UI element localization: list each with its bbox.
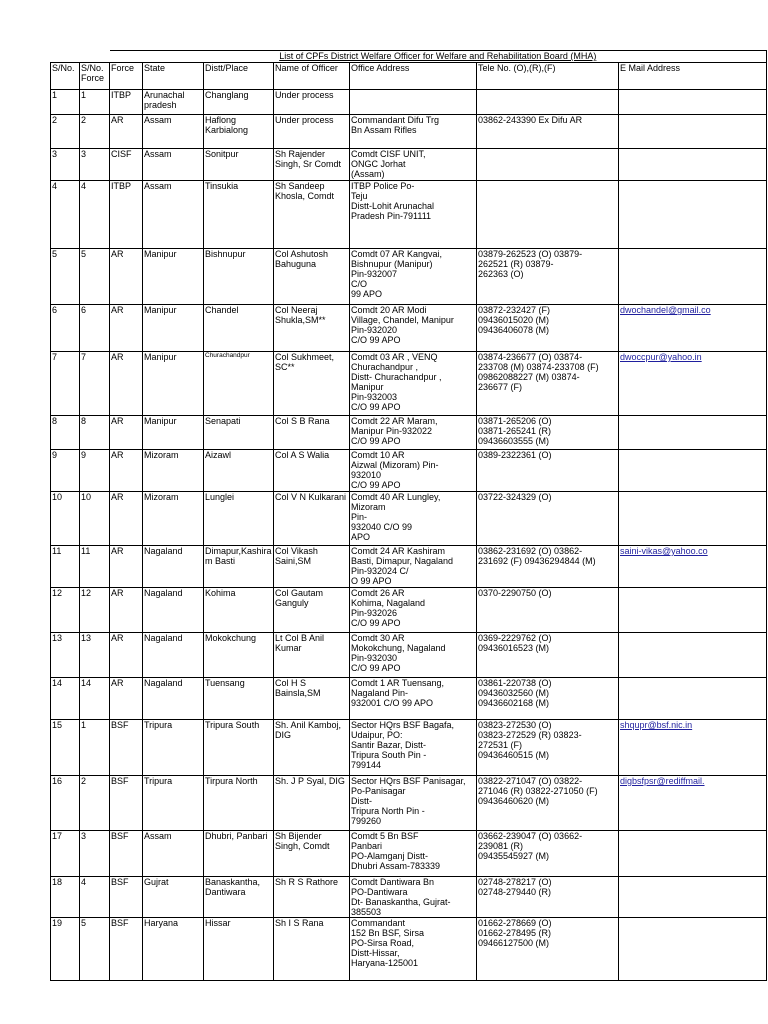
cell-sno: 2 [51,115,80,149]
table-row [51,678,767,720]
cell-place: Chandel [204,305,274,352]
cell-tele: 03822-271047 (O) 03822- 271046 (R) 03822-271050 (F) 09436460620 (M) [477,776,619,831]
cell-address: Sector HQrs BSF Bagafa, Udaipur, PO: Santir Bazar, Distt- Tripura South Pin - 799144 [350,720,477,776]
cell-sno: 3 [51,149,80,181]
cell-force: AR [110,115,143,149]
cell-place: Senapati [204,416,274,450]
cell-force-sno: 8 [80,416,110,450]
table-row [51,90,767,115]
cell-force: AR [110,450,143,492]
cell-tele: 02748-278217 (O) 02748-279440 (R) [477,877,619,918]
cell-officer: Sh. Anil Kamboj, DIG [274,720,350,776]
table-row [51,450,767,492]
cell-state: Mizoram [143,492,204,546]
cell-sno: 1 [51,90,80,115]
table-row [51,546,767,588]
cell-force: BSF [110,776,143,831]
cell-tele: 03861-220738 (O) 09436032560 (M) 09436602168 (M) [477,678,619,720]
table-row [51,492,767,546]
cell-address: Comdt 03 AR , VENQ Churachandpur , Distt- Churachandpur , Manipur Pin-932003 C/O 99 APO [350,352,477,416]
cell-state: Tripura [143,720,204,776]
cell-sno: 15 [51,720,80,776]
cell-address: ITBP Police Po- Teju Distt-Lohit Arunachal Pradesh Pin-791111 [350,181,477,249]
cell-state: Nagaland [143,678,204,720]
cell-email [619,918,767,981]
cell-address: Comdt 07 AR Kangvai, Bishnupur (Manipur) Pin-932007 C/O 99 APO [350,249,477,305]
cell-place: Lunglei [204,492,274,546]
cell-state: Manipur [143,249,204,305]
cell-force-sno: 13 [80,633,110,678]
cell-address: Comdt 10 AR Aizwal (Mizoram) Pin- 932010 C/O 99 APO [350,450,477,492]
cell-state: Nagaland [143,588,204,633]
cell-state: Assam [143,115,204,149]
cell-officer: Col S B Rana [274,416,350,450]
cell-address: Comdt 24 AR Kashiram Basti, Dimapur, Nagaland Pin-932024 C/ O 99 APO [350,546,477,588]
cell-place: Mokokchung [204,633,274,678]
cell-email [619,831,767,877]
cell-tele: 03862-243390 Ex Difu AR [477,115,619,149]
cell-sno: 19 [51,918,80,981]
table-row [51,918,767,981]
cell-address [350,90,477,115]
cell-address: Comdt 20 AR Modi Village, Chandel, Manipur Pin-932020 C/O 99 APO [350,305,477,352]
cell-state: Mizoram [143,450,204,492]
cell-place: Tripura South [204,720,274,776]
table-row [51,181,767,249]
cell-officer: Col A S Walia [274,450,350,492]
cell-sno: 14 [51,678,80,720]
cell-address: Comdt 1 AR Tuensang, Nagaland Pin- 932001 C/O 99 APO [350,678,477,720]
cell-force-sno: 1 [80,90,110,115]
cell-officer: Under process [274,115,350,149]
cell-state: Haryana [143,918,204,981]
cell-force: BSF [110,877,143,918]
header-force: Force [110,63,143,90]
cell-place: Hissar [204,918,274,981]
cell-tele: 03874-236677 (O) 03874- 233708 (M) 03874-233708 (F) 09862088227 (M) 03874- 236677 (F) [477,352,619,416]
cell-force: AR [110,492,143,546]
cell-address: Comdt 30 AR Mokokchung, Nagaland Pin-932030 C/O 99 APO [350,633,477,678]
cell-sno: 17 [51,831,80,877]
cell-sno: 8 [51,416,80,450]
cell-force-sno: 4 [80,877,110,918]
cell-place: Tinsukia [204,181,274,249]
cell-address: Comdt 40 AR Lungley, Mizoram Pin- 932040 C/O 99 APO [350,492,477,546]
cell-address: Comdt Dantiwara Bn PO-Dantiwara Dt- Banaskantha, Gujrat- 385503 [350,877,477,918]
table-row [51,720,767,776]
table-row [51,352,767,416]
cell-email [619,90,767,115]
header-tele: Tele No. (O),(R),(F) [477,63,619,90]
table-row [51,416,767,450]
cell-sno: 7 [51,352,80,416]
cell-email [619,115,767,149]
cell-email[interactable]: saini-vikas@yahoo.co [619,546,767,588]
cell-email [619,678,767,720]
cell-state: Assam [143,149,204,181]
cell-sno: 9 [51,450,80,492]
cell-tele: 03879-262523 (O) 03879- 262521 (R) 03879- 262363 (O) [477,249,619,305]
cell-force: BSF [110,831,143,877]
welfare-officer-sheet [50,50,766,981]
cell-state: Nagaland [143,633,204,678]
cell-officer: Under process [274,90,350,115]
cell-state: Manipur [143,305,204,352]
cell-officer: Sh I S Rana [274,918,350,981]
cell-place: Haflong Karbialong [204,115,274,149]
cell-force-sno: 5 [80,249,110,305]
cell-force-sno: 2 [80,776,110,831]
cell-force-sno: 14 [80,678,110,720]
header-row [51,63,767,90]
cell-email[interactable]: dwochandel@gmail.co [619,305,767,352]
cell-force: AR [110,678,143,720]
table-row [51,633,767,678]
cell-place: Dimapur,Kashiram Basti [204,546,274,588]
cell-sno: 18 [51,877,80,918]
cell-force-sno: 7 [80,352,110,416]
cell-officer: Col Sukhmeet, SC** [274,352,350,416]
cell-force: ITBP [110,181,143,249]
cell-state: Manipur [143,416,204,450]
cell-force-sno: 2 [80,115,110,149]
header-address: Office Address [350,63,477,90]
cell-tele: 03722-324329 (O) [477,492,619,546]
cell-force-sno: 10 [80,492,110,546]
cell-place: Banaskantha, Dantiwara [204,877,274,918]
cell-force: AR [110,249,143,305]
document-title: List of CPFs District Welfare Officer for Welfare and Rehabilitation Board (MHA) [110,51,767,63]
title-row [51,51,767,63]
cell-officer: Sh. J P Syal, DIG [274,776,350,831]
header-state: State [143,63,204,90]
cell-force: ITBP [110,90,143,115]
cell-email [619,149,767,181]
cell-tele: 03871-265206 (O) 03871-265241 (R) 09436603555 (M) [477,416,619,450]
cell-email[interactable]: digbsfpsr@rediffmail. [619,776,767,831]
cell-state: Gujrat [143,877,204,918]
cell-officer: Col Neeraj Shukla,SM** [274,305,350,352]
cell-tele: 03662-239047 (O) 03662- 239081 (R) 09435545927 (M) [477,831,619,877]
cell-force-sno: 12 [80,588,110,633]
cell-sno: 11 [51,546,80,588]
cell-email[interactable]: shqupr@bsf.nic.in [619,720,767,776]
table-row [51,588,767,633]
cell-officer: Sh R S Rathore [274,877,350,918]
cell-officer: Col Ashutosh Bahuguna [274,249,350,305]
cell-force: AR [110,352,143,416]
cell-place: Churachandpur [204,352,274,416]
cell-officer: Sh Bijender Singh, Comdt [274,831,350,877]
cell-force: AR [110,546,143,588]
cell-tele [477,181,619,249]
title-spacer [51,51,110,63]
cell-tele: 03862-231692 (O) 03862- 231692 (F) 09436294844 (M) [477,546,619,588]
cell-address: Comdt 26 AR Kohima, Nagaland Pin-932026 C/O 99 APO [350,588,477,633]
cell-force: AR [110,633,143,678]
cell-sno: 13 [51,633,80,678]
cell-email [619,181,767,249]
cell-officer: Col Gautam Ganguly [274,588,350,633]
table-row [51,149,767,181]
cell-place: Tirpura North [204,776,274,831]
cell-force: AR [110,305,143,352]
cell-email [619,492,767,546]
cell-sno: 5 [51,249,80,305]
officer-table [50,50,767,981]
cell-officer: Sh Rajender Singh, Sr Comdt [274,149,350,181]
cell-state: Nagaland [143,546,204,588]
cell-force-sno: 9 [80,450,110,492]
cell-address: Commandant Difu Trg Bn Assam Rifles [350,115,477,149]
cell-state: Assam [143,181,204,249]
cell-tele: 03872-232427 (F) 09436015020 (M) 09436406078 (M) [477,305,619,352]
cell-email [619,877,767,918]
header-force-sno: S/No. Force [80,63,110,90]
cell-email[interactable]: dwoccpur@yahoo.in [619,352,767,416]
header-place: Distt/Place [204,63,274,90]
cell-state: Tripura [143,776,204,831]
cell-address: Comdt 5 Bn BSF Panbari PO-Alamganj Distt- Dhubri Assam-783339 [350,831,477,877]
cell-officer: Col H S Bainsla,SM [274,678,350,720]
cell-force: BSF [110,918,143,981]
cell-place: Dhubri, Panbari [204,831,274,877]
cell-place: Sonitpur [204,149,274,181]
cell-tele: 0389-2322361 (O) [477,450,619,492]
cell-place: Tuensang [204,678,274,720]
cell-force: AR [110,416,143,450]
table-row [51,115,767,149]
cell-place: Kohima [204,588,274,633]
cell-sno: 4 [51,181,80,249]
header-email: E Mail Address [619,63,767,90]
cell-state: Arunachal pradesh [143,90,204,115]
cell-tele: 0370-2290750 (O) [477,588,619,633]
cell-tele [477,149,619,181]
cell-sno: 6 [51,305,80,352]
cell-tele: 01662-278669 (O) 01662-278495 (R) 09466127500 (M) [477,918,619,981]
cell-force: BSF [110,720,143,776]
cell-tele: 03823-272530 (O) 03823-272529 (R) 03823- 272531 (F) 09436460515 (M) [477,720,619,776]
cell-force-sno: 5 [80,918,110,981]
header-officer: Name of Officer [274,63,350,90]
cell-officer: Col Vikash Saini,SM [274,546,350,588]
cell-force-sno: 3 [80,149,110,181]
cell-email [619,450,767,492]
cell-place: Bishnupur [204,249,274,305]
cell-address: Comdt 22 AR Maram, Manipur Pin-932022 C/O 99 APO [350,416,477,450]
table-row [51,877,767,918]
cell-email [619,416,767,450]
cell-address: Commandant 152 Bn BSF, Sirsa PO-Sirsa Road, Distt-Hissar, Haryana-125001 [350,918,477,981]
cell-sno: 12 [51,588,80,633]
cell-sno: 10 [51,492,80,546]
cell-address: Sector HQrs BSF Panisagar, Po-Panisagar Distt- Tripura North Pin - 799260 [350,776,477,831]
table-row [51,776,767,831]
cell-force-sno: 4 [80,181,110,249]
cell-state: Assam [143,831,204,877]
cell-tele: 0369-2229762 (O) 09436016523 (M) [477,633,619,678]
cell-email [619,588,767,633]
header-sno: S/No. [51,63,80,90]
cell-force-sno: 6 [80,305,110,352]
cell-force: CISF [110,149,143,181]
cell-force-sno: 11 [80,546,110,588]
cell-officer: Col V N Kulkarani [274,492,350,546]
cell-force-sno: 1 [80,720,110,776]
cell-tele [477,90,619,115]
cell-force: AR [110,588,143,633]
cell-officer: Lt Col B Anil Kumar [274,633,350,678]
cell-officer: Sh Sandeep Khosla, Comdt [274,181,350,249]
cell-sno: 16 [51,776,80,831]
cell-address: Comdt CISF UNIT, ONGC Jorhat (Assam) [350,149,477,181]
cell-email [619,633,767,678]
table-row [51,305,767,352]
cell-email [619,249,767,305]
cell-state: Manipur [143,352,204,416]
table-row [51,249,767,305]
table-row [51,831,767,877]
cell-force-sno: 3 [80,831,110,877]
cell-place: Changlang [204,90,274,115]
cell-place: Aizawl [204,450,274,492]
